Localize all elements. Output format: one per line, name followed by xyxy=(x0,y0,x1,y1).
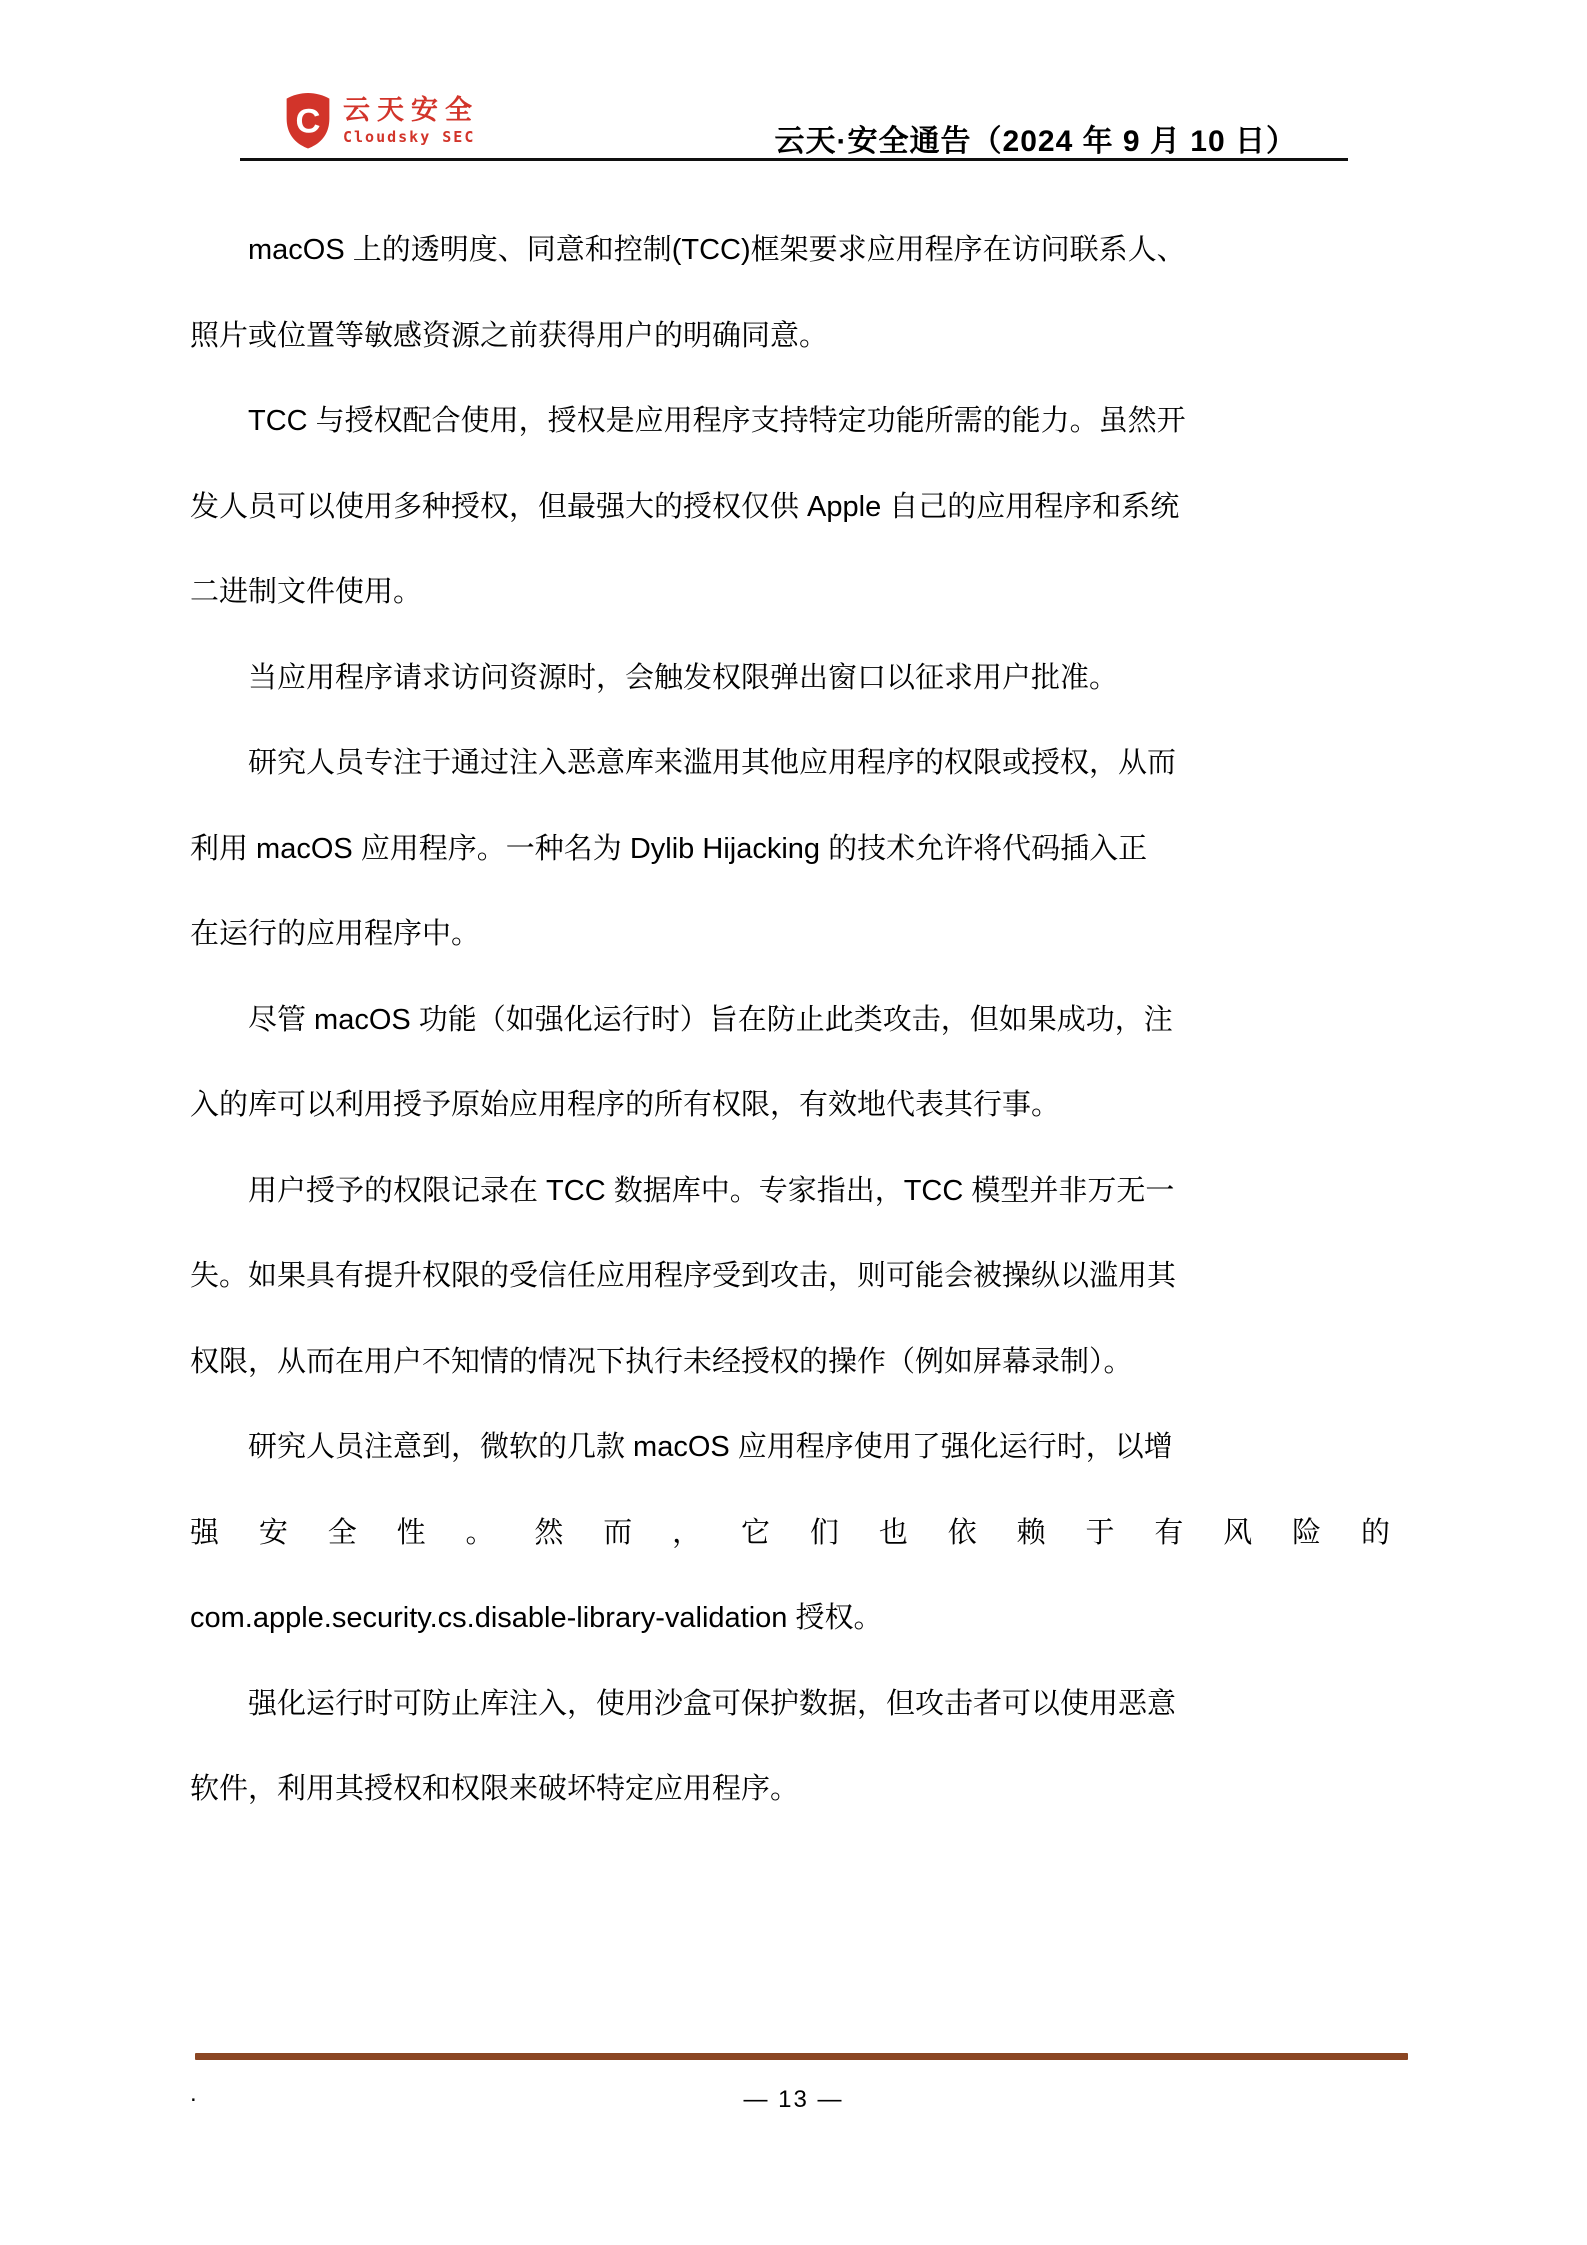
shield-c-icon xyxy=(283,92,333,150)
body-line: 强 安 全 性 。 然 而 ， 它 们 也 依 赖 于 有 风 险 的 xyxy=(190,1516,1390,1549)
body-line: 利用 macOS 应用程序。一种名为 Dylib Hijacking 的技术允许将代码插入正 xyxy=(190,832,1148,865)
body-line: 照片或位置等敏感资源之前获得用户的明确同意。 xyxy=(190,319,829,352)
footer-divider-line xyxy=(195,2053,1408,2060)
body-line: 入的库可以利用授予原始应用程序的所有权限，有效地代表其行事。 xyxy=(190,1089,1061,1121)
page-number: — 13 — xyxy=(743,2086,844,2113)
body-line: 强化运行时可防止库注入，使用沙盒可保护数据，但攻击者可以使用恶意 xyxy=(248,1687,1177,1720)
body-line: 软件，利用其授权和权限来破坏特定应用程序。 xyxy=(190,1773,800,1805)
body-line: 在运行的应用程序中。 xyxy=(190,918,481,950)
body-line: com.apple.security.cs.disable-library-validation 授权。 xyxy=(190,1602,883,1634)
body-line: 当应用程序请求访问资源时，会触发权限弹出窗口以征求用户批准。 xyxy=(248,661,1119,694)
body-line: 研究人员注意到，微软的几款 macOS 应用程序使用了强化运行时，以增 xyxy=(248,1431,1173,1463)
body-line: 二进制文件使用。 xyxy=(190,576,423,608)
logo-name-en: Cloudsky SEC xyxy=(343,128,476,147)
logo-letter: C xyxy=(295,102,321,141)
logo-name-cn: 云天安全 xyxy=(343,94,479,125)
body-line: 研究人员专注于通过注入恶意库来滥用其他应用程序的权限或授权，从而 xyxy=(248,747,1177,779)
footer-left-mark: . xyxy=(190,2080,197,2107)
body-line: 尽管 macOS 功能（如强化运行时）旨在防止此类攻击，但如果成功，注 xyxy=(248,1003,1173,1036)
body-line: 发人员可以使用多种授权，但最强大的授权仅供 Apple 自己的应用程序和系统 xyxy=(190,490,1180,523)
body-line: 失。如果具有提升权限的受信任应用程序受到攻击，则可能会被操纵以滥用其 xyxy=(190,1260,1177,1292)
body-line: macOS 上的透明度、同意和控制(TCC)框架要求应用程序在访问联系人、 xyxy=(248,234,1186,266)
document-body xyxy=(190,208,1390,1833)
company-logo xyxy=(283,92,479,150)
body-line: 用户授予的权限记录在 TCC 数据库中。专家指出，TCC 模型并非万无一 xyxy=(248,1174,1175,1207)
logo-text-block xyxy=(343,96,479,147)
body-line: 权限，从而在用户不知情的情况下执行未经授权的操作（例如屏幕录制）。 xyxy=(190,1345,1133,1378)
header-divider-line xyxy=(240,158,1348,161)
bulletin-header-title: 云天·安全通告（2024 年 9 月 10 日） xyxy=(774,125,1297,158)
body-line: TCC 与授权配合使用，授权是应用程序支持特定功能所需的能力。虽然开 xyxy=(248,405,1186,437)
